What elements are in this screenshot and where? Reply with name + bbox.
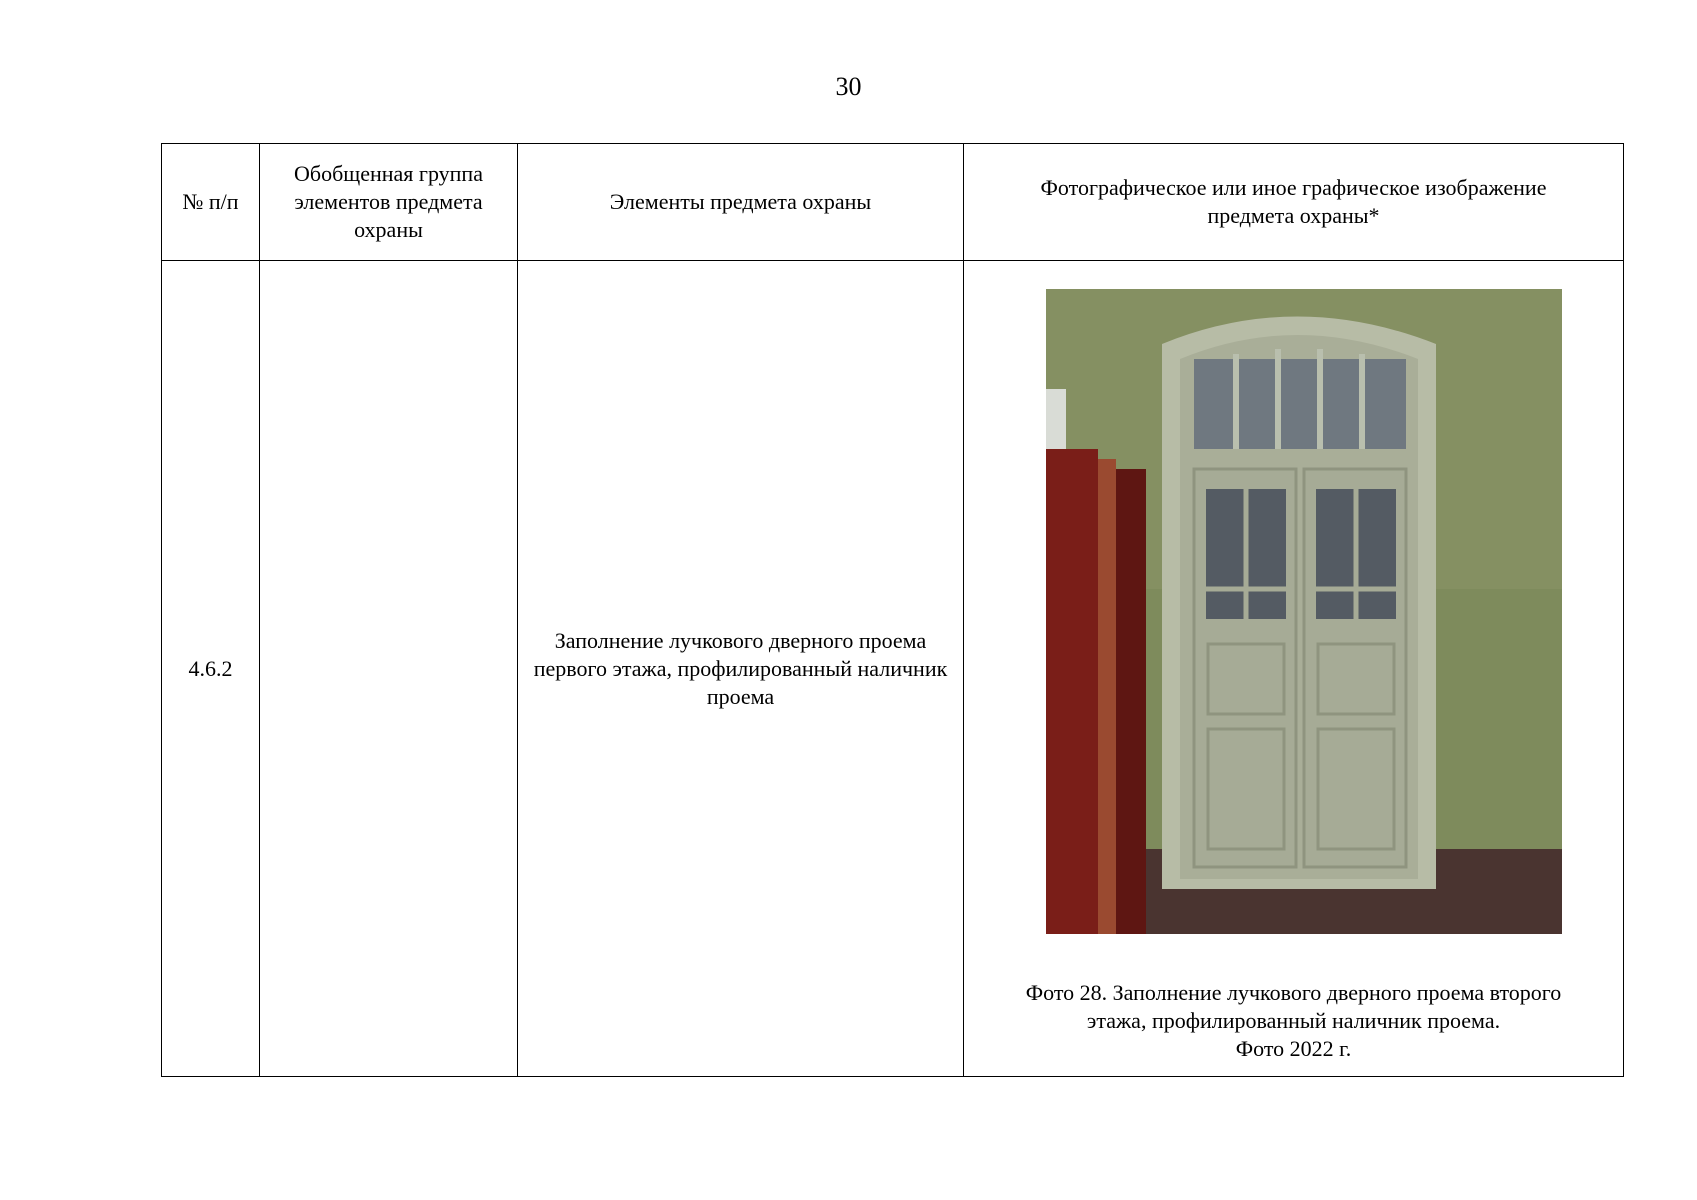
photo-caption [974, 979, 1613, 1063]
row-group [260, 261, 518, 1077]
header-elements: Элементы предмета охраны [518, 144, 964, 261]
photo-caption-line1: Фото 28. Заполнение лучкового дверного проема второго этажа, профилированный наличник проема. [1025, 980, 1562, 1033]
protection-table [161, 143, 1624, 1077]
row-elements: Заполнение лучкового дверного проема первого этажа, профилированный наличник проема [518, 261, 964, 1077]
table-header-row [162, 144, 1624, 261]
row-photo-cell [964, 261, 1624, 1077]
header-group: Обобщенная группа элементов предмета охраны [260, 144, 518, 261]
table-row [162, 261, 1624, 1077]
row-num: 4.6.2 [162, 261, 260, 1077]
door-photo [1046, 289, 1562, 934]
header-image: Фотографическое или иное графическое изображение предмета охраны* [964, 144, 1624, 261]
photo-caption-line2: Фото 2022 г. [1235, 1036, 1352, 1061]
header-num: № п/п [162, 144, 260, 261]
page-number: 30 [835, 72, 862, 101]
